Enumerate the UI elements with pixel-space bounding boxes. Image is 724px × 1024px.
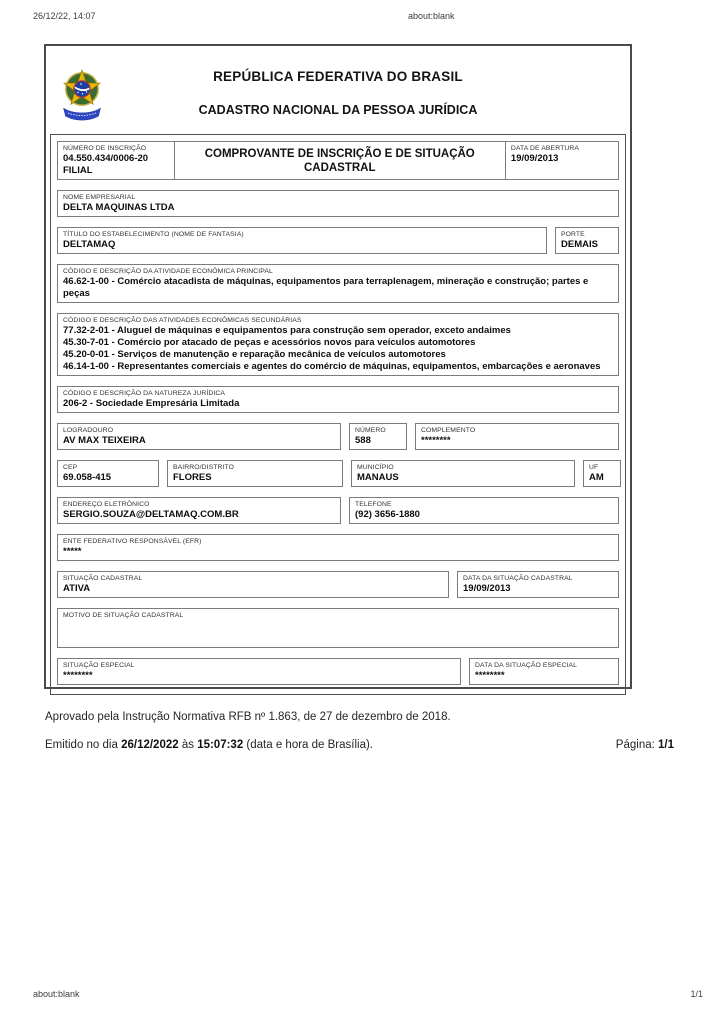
field-data-situacao-cadastral (457, 571, 619, 598)
field-label: CÓDIGO E DESCRIÇÃO DAS ATIVIDADES ECONÔMICAS SECUNDÁRIAS (63, 317, 302, 324)
field-label: CÓDIGO E DESCRIÇÃO DA NATUREZA JURÍDICA (63, 390, 226, 397)
field-label: UF (589, 464, 599, 471)
field-value-line: 77.32-2-01 - Aluguel de máquinas e equipamentos para construção sem operador, exceto andaimes (63, 325, 511, 336)
print-footer-page: 1/1 (690, 989, 703, 999)
field-label: CEP (63, 464, 78, 471)
field-label: MOTIVO DE SITUAÇÃO CADASTRAL (63, 612, 184, 619)
field-value: SERGIO.SOUZA@DELTAMAQ.COM.BR (63, 509, 239, 520)
field-label: NÚMERO DE INSCRIÇÃO (63, 145, 147, 152)
emitted-suffix: (data e hora de Brasília). (243, 739, 373, 751)
field-label: ENTE FEDERATIVO RESPONSÁVEL (EFR) (63, 538, 202, 545)
brazil-coat-of-arms-icon (59, 66, 105, 123)
field-value: ******** (421, 435, 451, 446)
field-value-line: 45.30-7-01 - Comércio por atacado de peças e acessórios novos para veículos automotores (63, 337, 476, 348)
print-header-page-title: about:blank (408, 11, 455, 21)
title-cnpj: CADASTRO NACIONAL DA PESSOA JURÍDICA (198, 103, 478, 117)
field-label: NOME EMPRESARIAL (63, 194, 136, 201)
field-value-line: 46.14-1-00 - Representantes comerciais e agentes do comércio de máquinas, equipamentos, embarcações e aeronaves (63, 361, 601, 372)
field-value-line: 45.20-0-01 - Serviços de manutenção e reparação mecânica de veículos automotores (63, 349, 446, 360)
field-label: PORTE (561, 231, 585, 238)
emitted-row (45, 739, 674, 751)
field-motivo-situacao (57, 608, 619, 648)
page-label: Página: (615, 739, 658, 751)
field-value: ATIVA (63, 583, 91, 594)
print-header (33, 11, 704, 21)
emitted-note (45, 739, 373, 751)
field-label: DATA DA SITUAÇÃO CADASTRAL (463, 575, 573, 582)
field-natureza-juridica (57, 386, 619, 413)
page-value: 1/1 (658, 739, 674, 751)
field-atividades-secundarias (57, 313, 619, 376)
field-label: DATA DA SITUAÇÃO ESPECIAL (475, 662, 577, 669)
field-data-situacao-especial (469, 658, 619, 685)
field-situacao-especial (57, 658, 461, 685)
field-label: NÚMERO (355, 427, 386, 434)
field-value: DEMAIS (561, 239, 598, 250)
field-value: 19/09/2013 (463, 583, 511, 594)
field-value: MANAUS (357, 472, 399, 483)
field-value: 04.550.434/0006-20 (63, 153, 149, 164)
field-label: MUNICÍPIO (357, 464, 394, 471)
field-label: ENDEREÇO ELETRÔNICO (63, 501, 150, 508)
fields-box (50, 134, 626, 695)
print-header-datetime: 26/12/22, 14:07 (33, 11, 96, 21)
field-label: TÍTULO DO ESTABELECIMENTO (NOME DE FANTASIA) (63, 231, 244, 238)
field-label: CÓDIGO E DESCRIÇÃO DA ATIVIDADE ECONÔMICA PRINCIPAL (63, 268, 273, 275)
document-header (46, 46, 630, 134)
print-footer-url: about:blank (33, 989, 80, 999)
field-value: AV MAX TEIXEIRA (63, 435, 146, 446)
approved-note: Aprovado pela Instrução Normativa RFB nº 1.863, de 27 de dezembro de 2018. (45, 711, 451, 723)
field-data-abertura (505, 141, 619, 180)
field-cep (57, 460, 159, 487)
field-value: DELTAMAQ (63, 239, 116, 250)
field-value: AM (589, 472, 604, 483)
field-porte (555, 227, 619, 254)
field-label: SITUAÇÃO CADASTRAL (63, 575, 143, 582)
field-label: BAIRRO/DISTRITO (173, 464, 235, 471)
field-uf (583, 460, 621, 487)
title-republica: REPÚBLICA FEDERATIVA DO BRASIL (213, 69, 463, 84)
field-logradouro (57, 423, 341, 450)
field-nome-fantasia (57, 227, 547, 254)
field-municipio (351, 460, 575, 487)
emitted-date: 26/12/2022 (121, 739, 179, 751)
field-value-tipo: FILIAL (63, 165, 93, 176)
field-value: 588 (355, 435, 371, 446)
field-value: ******** (475, 670, 505, 681)
field-value: ***** (63, 546, 82, 557)
field-numero (349, 423, 407, 450)
field-value: (92) 3656-1880 (355, 509, 420, 520)
field-value: FLORES (173, 472, 212, 483)
field-efr (57, 534, 619, 561)
print-footer (33, 989, 703, 999)
emitted-mid: às (178, 739, 198, 751)
field-label: TELEFONE (355, 501, 392, 508)
field-value: DELTA MAQUINAS LTDA (63, 202, 175, 213)
field-value: 19/09/2013 (510, 153, 559, 164)
field-label: DATA DE ABERTURA (510, 145, 579, 152)
emitted-prefix: Emitido no dia (45, 739, 122, 751)
field-value: 206-2 - Sociedade Empresária Limitada (63, 398, 240, 409)
field-atividade-principal (57, 264, 619, 303)
field-value: ******** (63, 670, 93, 681)
emitted-time: 15:07:32 (197, 739, 244, 751)
field-value: 46.62-1-00 - Comércio atacadista de máquinas, equipamentos para terraplenagem, mineração e construção; partes e peças (63, 276, 589, 299)
field-label: COMPLEMENTO (421, 427, 476, 434)
field-value: 69.058-415 (63, 472, 112, 483)
field-situacao-cadastral (57, 571, 449, 598)
field-label: LOGRADOURO (63, 427, 114, 434)
field-bairro (167, 460, 343, 487)
field-nome-empresarial (57, 190, 619, 217)
field-telefone (349, 497, 619, 524)
certificate-title: COMPROVANTE DE INSCRIÇÃO E DE SITUAÇÃO CADASTRAL (174, 141, 506, 180)
page-indicator (616, 739, 674, 751)
cnpj-document (44, 44, 632, 689)
field-complemento (415, 423, 619, 450)
field-numero-inscricao (57, 141, 175, 180)
field-label: SITUAÇÃO ESPECIAL (63, 662, 135, 669)
field-endereco-eletronico (57, 497, 341, 524)
